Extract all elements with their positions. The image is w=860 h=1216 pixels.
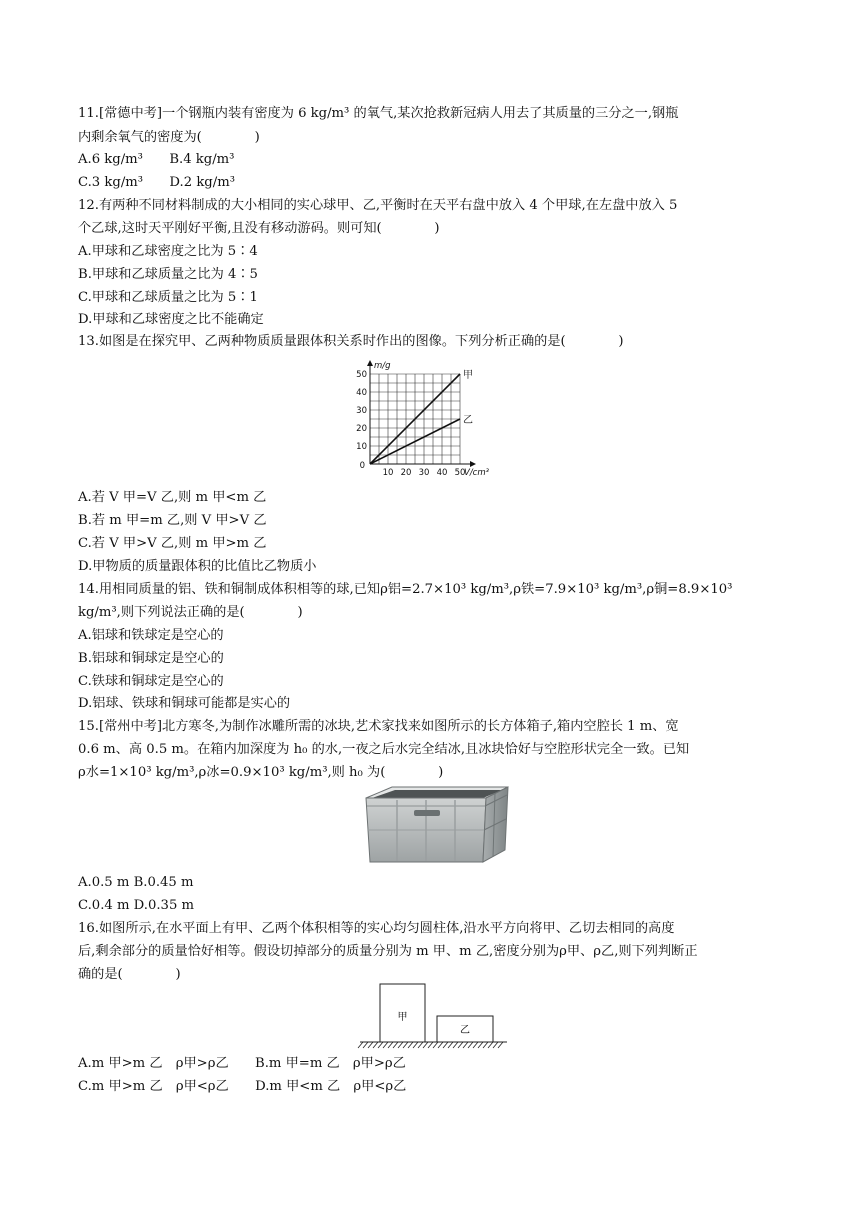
hatch-line	[418, 1042, 423, 1048]
y-tick-label: 10	[356, 442, 367, 452]
hatch-line	[463, 1042, 468, 1048]
q15-options-ab: A.0.5 m B.0.45 m	[78, 875, 194, 890]
x-tick-label: 10	[382, 468, 394, 478]
q14-option-b: B.铝球和铜球定是空心的	[78, 651, 224, 666]
cylinders-illustration	[355, 980, 515, 1052]
q11-options-cd: C.3 kg/m³ D.2 kg/m³	[78, 175, 235, 190]
q12-stem-line1: 12.有两种不同材料制成的大小相同的实心球甲、乙,平衡时在天平右盘中放入 4 个甲球,在左盘中放入 5	[78, 198, 678, 213]
hatch-line	[368, 1042, 373, 1048]
hatch-line	[493, 1042, 498, 1048]
hatch-line	[383, 1042, 388, 1048]
q11-stem-line1: 11.[常德中考]一个钢瓶内装有密度为 6 kg/m³ 的氧气,某次抢救新冠病人用去了其质量的三分之一,钢瓶	[78, 106, 679, 121]
ground-hatching	[358, 1042, 503, 1048]
q15-stem-line3: ρ水=1×10³ kg/m³,ρ冰=0.9×10³ kg/m³,则 h₀ 为( )	[78, 765, 444, 780]
q13-option-a: A.若 V 甲=V 乙,则 m 甲<m 乙	[78, 490, 267, 505]
x-tick-label: 50	[454, 468, 466, 478]
q16-stem-line1: 16.如图所示,在水平面上有甲、乙两个体积相等的实心均匀圆柱体,沿水平方向将甲、乙切去相同的高度	[78, 921, 675, 936]
hatch-line	[488, 1042, 493, 1048]
q14-option-a: A.铝球和铁球定是空心的	[78, 628, 224, 643]
q16-options-ab: A.m 甲>m 乙 ρ甲>ρ乙 B.m 甲=m 乙 ρ甲>ρ乙	[78, 1056, 406, 1071]
hatch-line	[378, 1042, 383, 1048]
hatch-line	[438, 1042, 443, 1048]
y-axis-label: m/g	[374, 361, 391, 371]
x-tick-label: 20	[400, 468, 412, 478]
q13-stem: 13.如图是在探究甲、乙两种物质质量跟体积关系时作出的图像。下列分析正确的是( )	[78, 334, 624, 349]
hatch-line	[428, 1042, 433, 1048]
q12-option-c: C.甲球和乙球质量之比为 5∶1	[78, 290, 258, 305]
q13-option-b: B.若 m 甲=m 乙,则 V 甲>V 乙	[78, 513, 267, 528]
y-tick-label: 50	[356, 370, 367, 380]
q16-stem-line2: 后,剩余部分的质量恰好相等。假设切掉部分的质量分别为 m 甲、m 乙,密度分别为ρ甲、ρ乙,则下列判断正	[78, 944, 698, 959]
y-axis-arrow	[367, 360, 373, 366]
label-jia: 甲	[397, 1012, 408, 1023]
q11-stem-line2: 内剩余氧气的密度为( )	[78, 130, 260, 145]
hatch-line	[458, 1042, 463, 1048]
q14-stem-line1: 14.用相同质量的铝、铁和铜制成体积相等的球,已知ρ铝=2.7×10³ kg/m³,ρ铁=7.9×10³ kg/m³,ρ铜=8.9×10³	[78, 582, 733, 597]
hatch-line	[388, 1042, 393, 1048]
hatch-line	[468, 1042, 473, 1048]
x-tick-label: 30	[418, 468, 430, 478]
q11-options-ab: A.6 kg/m³ B.4 kg/m³	[78, 152, 235, 167]
hatch-line	[363, 1042, 368, 1048]
q15-options-cd: C.0.4 m D.0.35 m	[78, 898, 195, 913]
x-axis-label: V/cm³	[464, 468, 490, 478]
hatch-line	[483, 1042, 488, 1048]
q16-options-cd: C.m 甲>m 乙 ρ甲<ρ乙 D.m 甲<m 乙 ρ甲<ρ乙	[78, 1079, 407, 1094]
q12-option-a: A.甲球和乙球密度之比为 5∶4	[78, 244, 258, 259]
q15-stem-line1: 15.[常州中考]北方寒冬,为制作冰雕所需的冰块,艺术家找来如图所示的长方体箱子,箱内空腔长 1 m、宽	[78, 719, 679, 734]
q15-stem-line2: 0.6 m、高 0.5 m。在箱内加深度为 h₀ 的水,一夜之后水完全结冰,且冰块恰好与空腔形状完全一致。已知	[78, 742, 690, 757]
series-label: 乙	[463, 415, 473, 426]
hatch-line	[393, 1042, 398, 1048]
y-tick-label: 40	[356, 388, 367, 398]
hatch-line	[358, 1042, 363, 1048]
hatch-line	[498, 1042, 503, 1048]
hatch-line	[443, 1042, 448, 1048]
hatch-line	[433, 1042, 438, 1048]
hatch-line	[478, 1042, 483, 1048]
q13-option-d: D.甲物质的质量跟体积的比值比乙物质小	[78, 559, 317, 574]
q13-option-c: C.若 V 甲>V 乙,则 m 甲>m 乙	[78, 536, 267, 551]
hatch-line	[398, 1042, 403, 1048]
q14-option-c: C.铁球和铜球定是空心的	[78, 674, 224, 689]
y-tick-label: 30	[356, 406, 367, 416]
mass-volume-chart	[330, 360, 520, 485]
hatch-line	[373, 1042, 378, 1048]
q14-option-d: D.铝球、铁球和铜球可能都是实心的	[78, 696, 291, 711]
q12-option-b: B.甲球和乙球质量之比为 4∶5	[78, 267, 258, 282]
hatch-line	[403, 1042, 408, 1048]
hatch-line	[453, 1042, 458, 1048]
series-label: 甲	[463, 370, 473, 381]
hatch-line	[413, 1042, 418, 1048]
x-axis-arrow	[470, 461, 476, 467]
origin-label: 0	[359, 461, 365, 471]
q16-stem-line3: 确的是( )	[78, 967, 181, 982]
q14-stem-line2: kg/m³,则下列说法正确的是( )	[78, 605, 303, 620]
label-yi: 乙	[460, 1025, 470, 1036]
q12-stem-line2: 个乙球,这时天平刚好平衡,且没有移动游码。则可知( )	[78, 221, 440, 236]
hatch-line	[408, 1042, 413, 1048]
x-tick-label: 40	[436, 468, 448, 478]
hatch-line	[473, 1042, 478, 1048]
y-tick-label: 20	[356, 424, 367, 434]
hatch-line	[448, 1042, 453, 1048]
q12-option-d: D.甲球和乙球密度之比不能确定	[78, 312, 264, 327]
storage-box-illustration	[362, 784, 510, 866]
hatch-line	[423, 1042, 428, 1048]
